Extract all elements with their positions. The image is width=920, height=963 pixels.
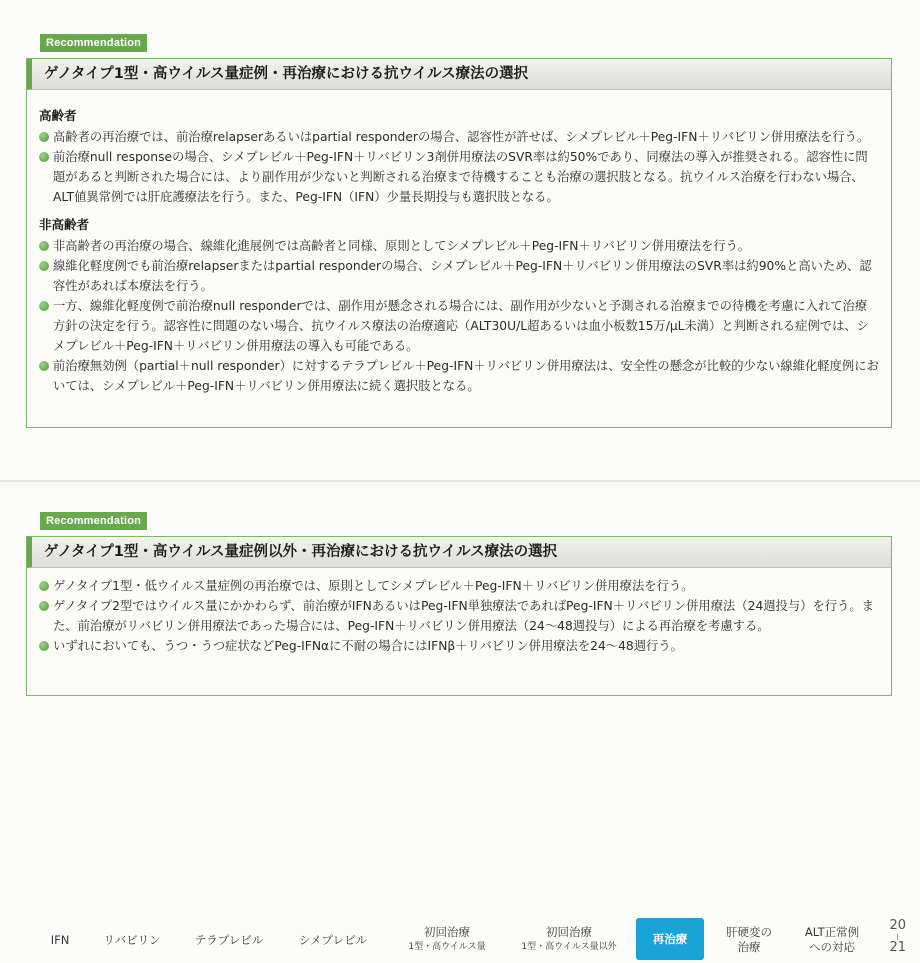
nav-telaprevir[interactable]: テラプレビル <box>194 933 264 947</box>
recommendation-tag: Recommendation <box>40 512 147 530</box>
bullet-icon <box>39 261 49 271</box>
nav-initial-treatment-high[interactable]: 初回治療 1型・高ウイルス量 <box>408 925 486 952</box>
list-item: 前治療無効例（partial＋null responder）に対するテラプレビル＋Peg-IFN＋リバビリン併用療法は、安全性の懸念が比較的少ない線維化軽度例においては、シメプレビル＋Peg-IFN＋リバビリン併用療法に続く選択肢となる。 <box>39 356 879 396</box>
list-item: 線維化軽度例でも前治療relapserまたはpartial responderの場合、シメプレビル＋Peg-IFN＋リバビリン併用療法のSVR率は約90%と高いため、認容性があれば本療法を行う。 <box>39 256 879 296</box>
bullet-icon <box>39 301 49 311</box>
page-number: 20 21 <box>889 918 906 955</box>
list-item: 非高齢者の再治療の場合、線維化進展例では高齢者と同様、原則としてシメプレビル＋Peg-IFN＋リバビリン併用療法を行う。 <box>39 236 879 256</box>
nav-simeprevir[interactable]: シメプレビル <box>298 933 368 947</box>
footer-nav <box>0 912 920 963</box>
bullet-icon <box>39 641 49 651</box>
group-heading-elderly: 高齢者 <box>39 108 77 123</box>
list-item: ゲノタイプ2型ではウイルス量にかかわらず、前治療がIFNあるいはPeg-IFN単独療法であればPeg-IFN＋リバビリン併用療法（24週投与）を行う。また、前治療がリバビリン併用療法であった場合には、Peg-IFN＋リバビリン併用療法（24〜48週投与）による再治療を考慮する。 <box>39 596 879 636</box>
page-divider <box>0 480 920 482</box>
bullet-icon <box>39 132 49 142</box>
bullet-icon <box>39 601 49 611</box>
recommendation-panel-2 <box>26 536 892 696</box>
nav-initial-treatment-other[interactable]: 初回治療 1型・高ウイルス量以外 <box>521 925 617 952</box>
list-item: ゲノタイプ1型・低ウイルス量症例の再治療では、原則としてシメプレビル＋Peg-IFN＋リバビリン併用療法を行う。 <box>39 576 879 596</box>
nav-alt-normal[interactable]: ALT正常例 への対応 <box>804 925 860 954</box>
recommendation-panel-1 <box>26 58 892 428</box>
bullet-icon <box>39 361 49 371</box>
panel-title: ゲノタイプ1型・高ウイルス量症例・再治療における抗ウイルス療法の選択 <box>27 59 891 90</box>
nav-retreatment[interactable]: 再治療 <box>636 918 704 960</box>
nav-ribavirin[interactable]: リバビリン <box>103 933 161 947</box>
list-item: 一方、線維化軽度例で前治療null responderでは、副作用が懸念される場合には、副作用が少ないと予測される治療までの待機を考慮に入れて治療方針の決定を行う。認容性に問題のない場合、抗ウイルス療法の治療適応（ALT30U/L超あるいは血小板数15万/μL未満）と判断される症例では、シメプレビル＋Peg-IFN＋リバビリン併用療法の導入も可能である。 <box>39 296 879 356</box>
nav-cirrhosis[interactable]: 肝硬変の 治療 <box>726 925 772 954</box>
list-item: 前治療null responseの場合、シメプレビル＋Peg-IFN＋リバビリン3剤併用療法のSVR率は約50%であり、同療法の導入が推奨される。認容性に問題があると判断された場合には、より副作用が少ないと判断される治療まで待機することも治療の選択肢となる。抗ウイルス治療を行わない場合、ALT値異常例では肝庇護療法を行う。また、Peg-IFN（IFN）少量長期投与も選択肢となる。 <box>39 147 879 207</box>
list-item: 高齢者の再治療では、前治療relapserあるいはpartial responderの場合、認容性が許せば、シメプレビル＋Peg-IFN＋リバビリン併用療法を行う。 <box>39 127 879 147</box>
list-item: いずれにおいても、うつ・うつ症状などPeg-IFNαに不耐の場合にはIFNβ＋リバビリン併用療法を24〜48週行う。 <box>39 636 879 656</box>
bullet-icon <box>39 152 49 162</box>
recommendation-tag: Recommendation <box>40 34 147 52</box>
panel-title: ゲノタイプ1型・高ウイルス量症例以外・再治療における抗ウイルス療法の選択 <box>27 537 891 568</box>
bullet-icon <box>39 241 49 251</box>
nav-ifn[interactable]: IFN <box>50 933 70 947</box>
group-heading-non-elderly: 非高齢者 <box>39 217 90 232</box>
bullet-icon <box>39 581 49 591</box>
